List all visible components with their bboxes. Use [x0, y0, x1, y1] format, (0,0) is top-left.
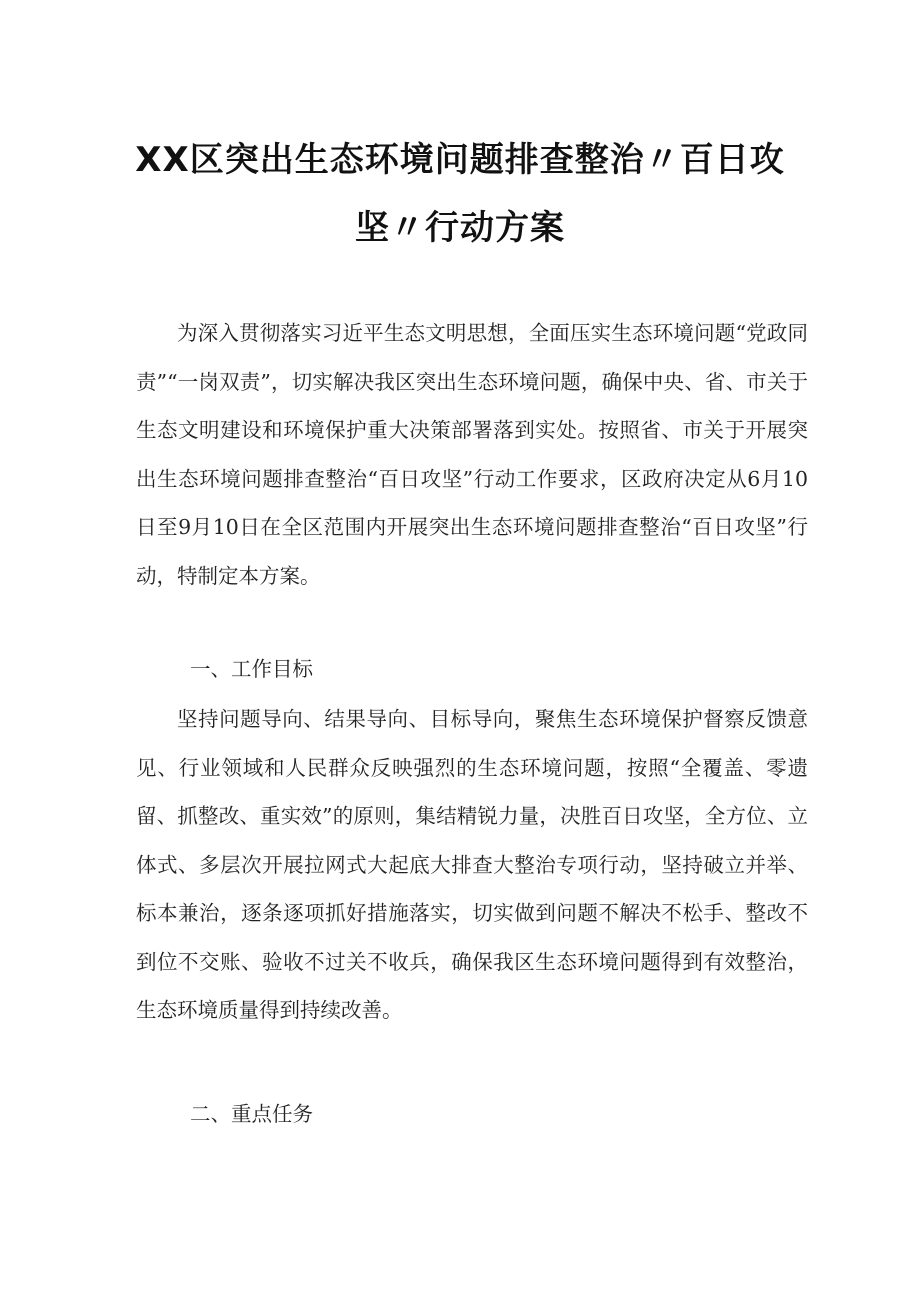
intro-paragraph: 为深入贯彻落实习近平生态文明思想，全面压实生态环境问题“党政同责”“一岗双责”，切实解决我区突出生态环境问题，确保中央、省、市关于生态文明建设和环境保护重大决策部署落到实处。按照省、市关于开展突出生态环境问题排查整治“百日攻坚”行动工作要求，区政府决定从6月10日至9月10日在全区范围内开展突出生态环境问题排查整治“百日攻坚”行动，特制定本方案。 — [136, 321, 808, 588]
intro-section — [136, 309, 808, 600]
document-title-line-2: 坚〃行动方案 — [355, 208, 565, 248]
section-2-heading: 二、重点任务 — [190, 1102, 313, 1126]
section-1-heading: 一、工作目标 — [190, 657, 313, 681]
document-title-line-1: XX区突出生态环境问题排查整治〃百日攻 — [135, 140, 785, 180]
section-1-paragraph: 坚持问题导向、结果导向、目标导向，聚焦生态环境保护督察反馈意见、行业领域和人民群众反映强烈的生态环境问题，按照“全覆盖、零遗留、抓整改、重实效”的原则，集结精锐力量，决胜百日攻坚，全方位、立体式、多层次开展拉网式大起底大排查大整治专项行动，坚持破立并举、标本兼治，逐条逐项抓好措施落实，切实做到问题不解决不松手、整改不到位不交账、验收不过关不收兵，确保我区生态环境问题得到有效整治，生态环境质量得到持续改善。 — [136, 707, 808, 1022]
section-1-body — [136, 695, 808, 1035]
